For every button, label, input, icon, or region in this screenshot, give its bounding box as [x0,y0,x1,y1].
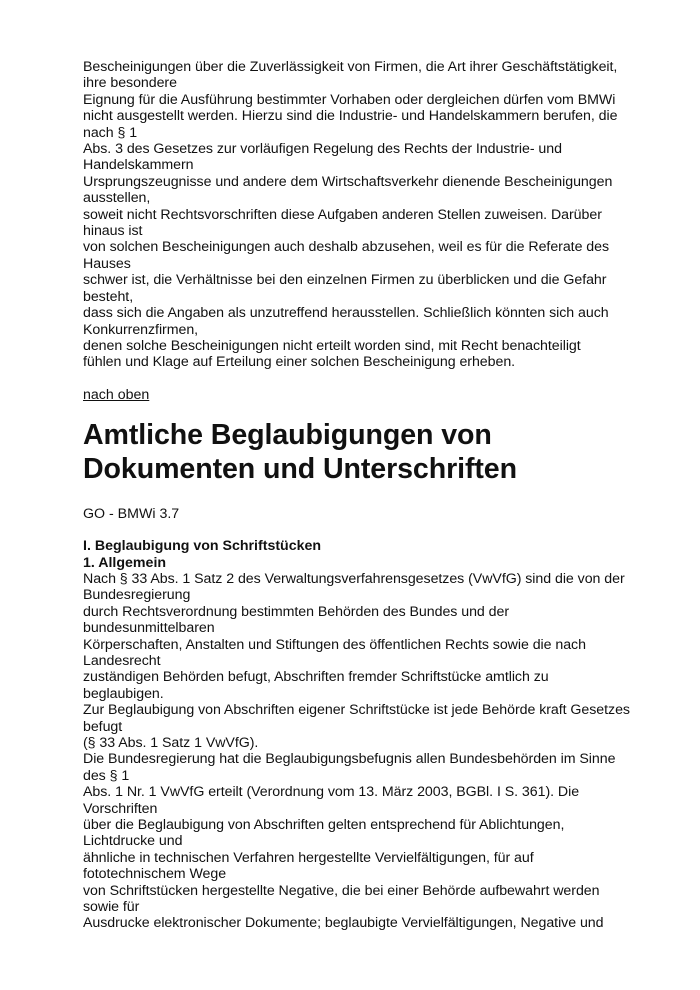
text-line: nach § 1 [83,124,138,141]
text-line: (§ 33 Abs. 1 Satz 1 VwVfG). [83,735,259,751]
text-line: sowie für [83,899,140,916]
text-line: zuständigen Behörden befugt, Abschriften fremder Schriftstücke amtlich zu [83,669,549,686]
text-line: Die Bundesregierung hat die Beglaubigungsbefugnis allen Bundesbehörden im Sinne [83,751,616,768]
text-line: durch Rechtsverordnung bestimmten Behörden des Bundes und der [83,603,509,620]
text-line: Abs. 1 Nr. 1 VwVfG erteilt (Verordnung vom 13. März 2003, BGBl. I S. 361). Die [83,784,580,801]
text-line: Ausdrucke elektronischer Dokumente; beglaubigte Vervielfältigungen, Negative und [83,915,604,932]
text-line: fühlen und Klage auf Erteilung einer solchen Bescheinigung erheben. [83,354,516,371]
intro-paragraph [83,59,643,371]
text-line: ähnliche in technischen Verfahren hergestellte Vervielfältigungen, für auf [83,849,534,866]
text-line: Konkurrenzfirmen, [83,321,199,338]
page-title-line-1: Amtliche Beglaubigungen von [83,418,492,451]
text-line: Eignung für die Ausführung bestimmter Vorhaben oder dergleichen dürfen vom BMWi [83,91,616,108]
text-line: hinaus ist [83,223,143,240]
text-line: besteht, [83,288,134,305]
text-line: Zur Beglaubigung von Abschriften eigener Schriftstücke ist jede Behörde kraft Gesetzes [83,702,630,719]
text-line: von Schriftstücken hergestellte Negative, die bei einer Behörde aufbewahrt werden [83,882,600,899]
document-page [83,59,643,932]
text-line: ihre besondere [83,75,177,92]
page-title-line-2: Dokumenten und Unterschriften [83,452,517,485]
text-line: Handelskammern [83,157,194,174]
text-line: Hauses [83,255,131,272]
text-line: Nach § 33 Abs. 1 Satz 2 des Verwaltungsverfahrensgesetzes (VwVfG) sind die von der [83,570,625,587]
text-line: Landesrecht [83,652,161,669]
back-to-top-link[interactable]: nach oben [83,386,150,403]
text-line: Körperschaften, Anstalten und Stiftungen des öffentlichen Rechts sowie die nach [83,636,586,653]
subsection-title: 1. Allgemein [83,554,167,571]
text-line: Bundesregierung [83,587,191,604]
text-line: nicht ausgestellt werden. Hierzu sind die Industrie- und Handelskammern berufen, die [83,108,618,125]
text-line: ausstellen, [83,190,151,207]
text-line: dass sich die Angaben als unzutreffend herausstellen. Schließlich könnten sich auch [83,305,609,322]
text-line: über die Beglaubigung von Abschriften gelten entsprechend für Ablichtungen, [83,817,565,834]
document-reference: GO - BMWi 3.7 [83,505,180,522]
text-line: schwer ist, die Verhältnisse bei den einzelnen Firmen zu überblicken und die Gefahr [83,272,607,289]
text-line: soweit nicht Rechtsvorschriften diese Aufgaben anderen Stellen zuweisen. Darüber [83,206,602,223]
body-paragraph [83,571,643,932]
text-line: des § 1 [83,767,130,784]
text-line: von solchen Bescheinigungen auch deshalb abzusehen, weil es für die Referate des [83,239,610,256]
text-line: befugt [83,718,123,735]
text-line: Abs. 3 des Gesetzes zur vorläufigen Regelung des Rechts der Industrie- und [83,141,562,158]
text-line: beglaubigen. [83,685,164,702]
text-line: Vorschriften [83,800,158,817]
text-line: Lichtdrucke und [83,833,183,850]
text-line: Ursprungszeugnisse und andere dem Wirtschaftsverkehr dienende Bescheinigungen [83,173,613,190]
text-line: bundesunmittelbaren [83,620,215,637]
text-line: fototechnischem Wege [83,866,227,883]
text-line: denen solche Bescheinigungen nicht erteilt worden sind, mit Recht benachteiligt [83,337,581,354]
page-title [83,418,643,486]
section-title: I. Beglaubigung von Schriftstücken [83,538,322,555]
text-line: Bescheinigungen über die Zuverlässigkeit von Firmen, die Art ihrer Geschäftstätigkeit, [83,59,618,75]
